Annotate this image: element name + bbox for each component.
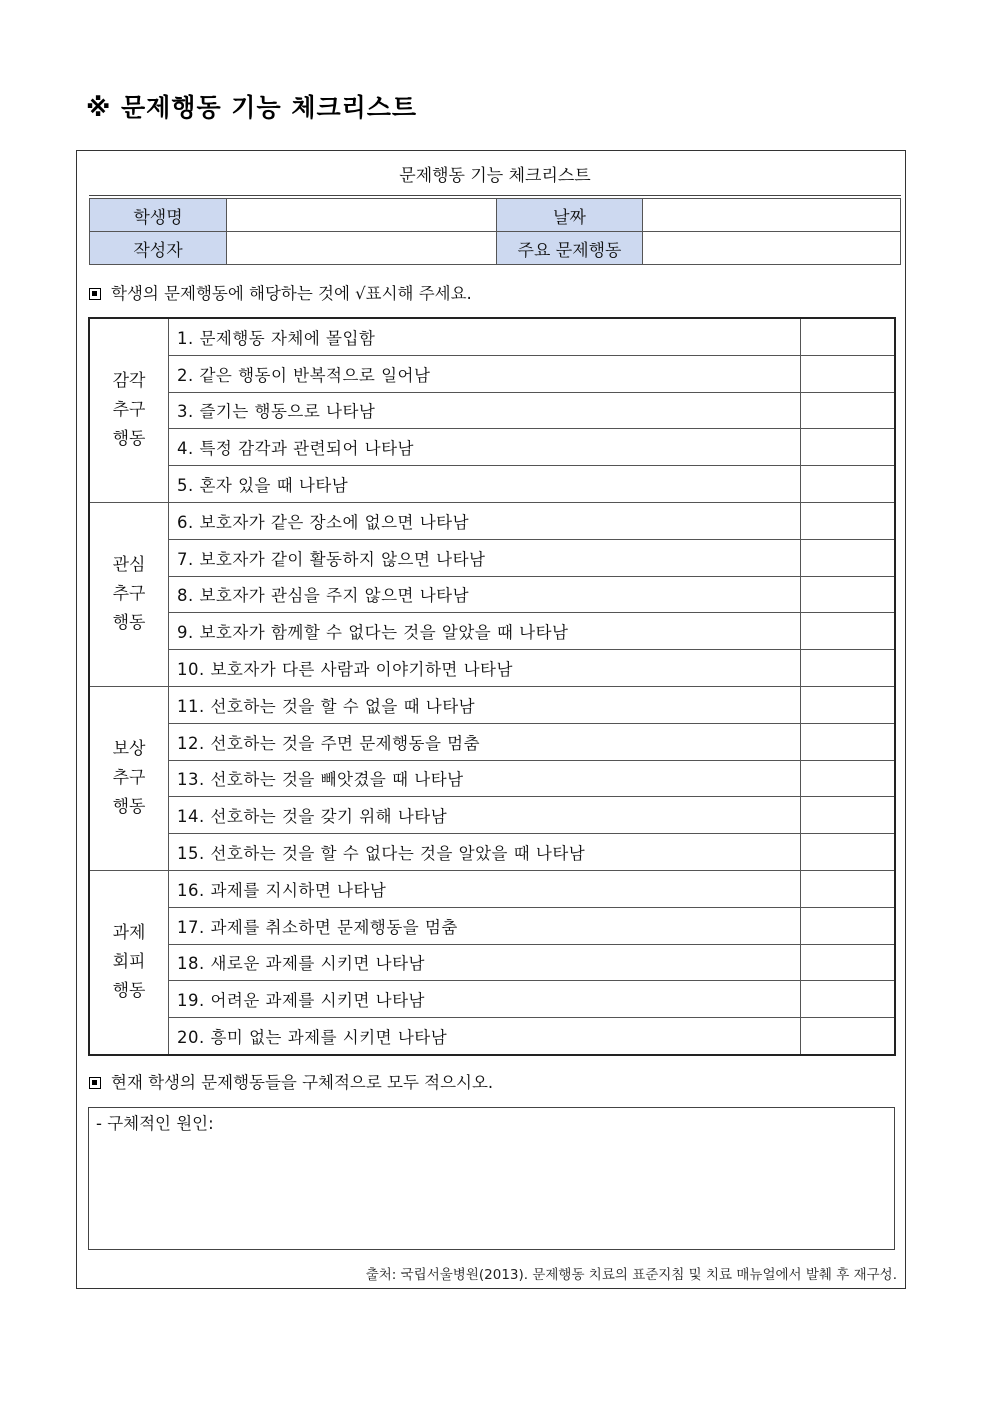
- checklist-row: [89, 797, 895, 834]
- square-bullet-icon: [89, 1077, 101, 1089]
- checklist-item: 3. 즐기는 행동으로 나타남: [169, 392, 801, 429]
- writer-field[interactable]: [227, 232, 497, 265]
- info-table: [89, 198, 901, 265]
- checklist-item: 11. 선호하는 것을 할 수 없을 때 나타남: [169, 686, 801, 723]
- checklist-item: 18. 새로운 과제를 시키면 나타남: [169, 944, 801, 981]
- category-label-line: 행동: [112, 796, 146, 817]
- category-label-line: 관심: [112, 554, 146, 575]
- checklist-row: [89, 502, 895, 539]
- checklist-item: 2. 같은 행동이 반복적으로 일어남: [169, 355, 801, 392]
- instruction-checklist: [89, 282, 472, 306]
- checklist-item: 19. 어려운 과제를 시키면 나타남: [169, 981, 801, 1018]
- category-label: [89, 686, 169, 870]
- checklist-item: 6. 보호자가 같은 장소에 없으면 나타남: [169, 502, 801, 539]
- checklist-row: [89, 429, 895, 466]
- category-label-line: 감각: [112, 370, 146, 391]
- checklist-row: [89, 539, 895, 576]
- check-cell[interactable]: [801, 723, 896, 760]
- main-behavior-field[interactable]: [643, 232, 901, 265]
- category-label-line: 행동: [112, 612, 146, 633]
- page-heading: ※ 문제행동 기능 체크리스트: [86, 93, 418, 122]
- checklist-item: 7. 보호자가 같이 활동하지 않으면 나타남: [169, 539, 801, 576]
- category-label-line: 과제: [112, 922, 146, 943]
- checklist-item: 5. 혼자 있을 때 나타남: [169, 466, 801, 503]
- check-cell[interactable]: [801, 355, 896, 392]
- writer-label: 작성자: [90, 232, 227, 265]
- checklist-row: [89, 576, 895, 613]
- checklist-item: 12. 선호하는 것을 주면 문제행동을 멈춤: [169, 723, 801, 760]
- checklist-row: [89, 834, 895, 871]
- checklist-row: [89, 1018, 895, 1055]
- cause-answer-box[interactable]: [88, 1107, 895, 1250]
- check-cell[interactable]: [801, 613, 896, 650]
- check-cell[interactable]: [801, 870, 896, 907]
- checklist-row: [89, 466, 895, 503]
- category-label-line: 추구: [112, 767, 146, 788]
- check-cell[interactable]: [801, 944, 896, 981]
- category-label-line: 행동: [112, 980, 146, 1001]
- check-cell[interactable]: [801, 760, 896, 797]
- category-label-line: 회피: [112, 951, 146, 972]
- check-cell[interactable]: [801, 539, 896, 576]
- checklist-table: [88, 317, 896, 1056]
- checklist-row: [89, 613, 895, 650]
- main-behavior-label: 주요 문제행동: [497, 232, 643, 265]
- check-cell[interactable]: [801, 650, 896, 687]
- checklist-row: [89, 981, 895, 1018]
- checklist-row: [89, 870, 895, 907]
- check-cell[interactable]: [801, 318, 896, 355]
- category-label: [89, 870, 169, 1054]
- checklist-row: [89, 944, 895, 981]
- checklist-row: [89, 318, 895, 355]
- checklist-row: [89, 650, 895, 687]
- checklist-item: 20. 흥미 없는 과제를 시키면 나타남: [169, 1018, 801, 1055]
- checklist-row: [89, 760, 895, 797]
- source-citation: 출처: 국립서울병원(2013). 문제행동 치료의 표준지침 및 치료 매뉴얼에서 발췌 후 재구성.: [365, 1267, 897, 1283]
- instruction-describe: [89, 1071, 493, 1095]
- date-field[interactable]: [643, 199, 901, 232]
- checklist-item: 14. 선호하는 것을 갖기 위해 나타남: [169, 797, 801, 834]
- student-name-label: 학생명: [90, 199, 227, 232]
- check-cell[interactable]: [801, 981, 896, 1018]
- check-cell[interactable]: [801, 686, 896, 723]
- checklist-row: [89, 686, 895, 723]
- category-label-line: 보상: [112, 738, 146, 759]
- checklist-item: 13. 선호하는 것을 빼앗겼을 때 나타남: [169, 760, 801, 797]
- category-label: [89, 318, 169, 502]
- check-cell[interactable]: [801, 797, 896, 834]
- date-label: 날짜: [497, 199, 643, 232]
- instruction-checklist-text: 학생의 문제행동에 해당하는 것에 √표시해 주세요.: [111, 284, 472, 303]
- check-cell[interactable]: [801, 502, 896, 539]
- checklist-item: 9. 보호자가 함께할 수 없다는 것을 알았을 때 나타남: [169, 613, 801, 650]
- checklist-row: [89, 907, 895, 944]
- check-cell[interactable]: [801, 392, 896, 429]
- check-cell[interactable]: [801, 1018, 896, 1055]
- checklist-item: 16. 과제를 지시하면 나타남: [169, 870, 801, 907]
- form-title: 문제행동 기능 체크리스트: [89, 157, 901, 196]
- category-label: [89, 502, 169, 686]
- cause-answer-label: - 구체적인 원인:: [96, 1114, 214, 1133]
- category-label-line: 추구: [112, 399, 146, 420]
- checklist-row: [89, 392, 895, 429]
- category-label-line: 행동: [112, 428, 146, 449]
- check-cell[interactable]: [801, 576, 896, 613]
- checklist-row: [89, 723, 895, 760]
- instruction-describe-text: 현재 학생의 문제행동들을 구체적으로 모두 적으시오.: [111, 1073, 494, 1092]
- check-cell[interactable]: [801, 429, 896, 466]
- checklist-item: 10. 보호자가 다른 사람과 이야기하면 나타남: [169, 650, 801, 687]
- check-cell[interactable]: [801, 466, 896, 503]
- checklist-item: 17. 과제를 취소하면 문제행동을 멈춤: [169, 907, 801, 944]
- checklist-item: 15. 선호하는 것을 할 수 없다는 것을 알았을 때 나타남: [169, 834, 801, 871]
- checklist-form: [76, 150, 906, 1289]
- checklist-item: 1. 문제행동 자체에 몰입함: [169, 318, 801, 355]
- square-bullet-icon: [89, 288, 101, 300]
- checklist-item: 4. 특정 감각과 관련되어 나타남: [169, 429, 801, 466]
- check-cell[interactable]: [801, 834, 896, 871]
- category-label-line: 추구: [112, 583, 146, 604]
- checklist-item: 8. 보호자가 관심을 주지 않으면 나타남: [169, 576, 801, 613]
- check-cell[interactable]: [801, 907, 896, 944]
- student-name-field[interactable]: [227, 199, 497, 232]
- checklist-row: [89, 355, 895, 392]
